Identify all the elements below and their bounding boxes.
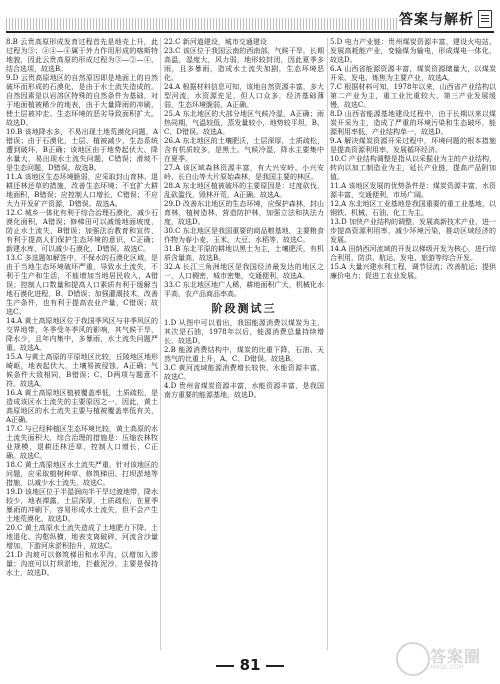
answer-item: 8.B 云贵高原形成发育过程首先是地壳上升，此过程为③；④④—④属于外力作用形成的喀斯特地貌，因此云贵高原的形成过程为③—②—④，结合选项，故选B。 xyxy=(6,38,158,73)
answer-column-1 xyxy=(6,38,158,650)
answer-item: 1.D 从图中可以看出，我国能源消费以煤炭为主，其次是石油，1978年以后，能源消费总量持续增长，故选D。 xyxy=(164,319,324,345)
column-divider xyxy=(327,38,328,650)
answer-item: 33.C 东北地区地广人稀，耕地面积广大，机械化水平高，农产品商品率高。 xyxy=(164,281,324,298)
answer-item: 12.C 城乡一体化有利于综合治理石漠化，减少石漠化面积，A错误；修梯田可以减缓地面坡度，防止水土流失，B错误；加强法治教育和宣传，有利于提高人们保护生态环境的意识，C正确；新建水库，可以减少石漠化，D错误。故选C。 xyxy=(6,209,158,253)
answer-item: 13.D 加快产业结构的调整，发展高新技术产业，进一步提高资源利用率，减少环境污染，推动区域经济的发展。 xyxy=(330,218,496,244)
answer-item: 9.D 云贵高原地区的自然原因即是地面上的自然破坏而形成的石漠化，是由于水土流失造成的。自然因素是以岩溶区特殊的自然条件为基础，对于地面植被稀少的地表，由于大量降雨的冲刷，使土层被冲走。生态环境的恶劣导致面积扩大。故选D。 xyxy=(6,74,158,127)
header-title: 答案与解析 xyxy=(399,12,474,28)
answer-item: 19.D 该地区位于半湿润向半干旱过渡地带，降水较少，地表裸露，土层深厚，土质疏松，在夏季暴雨的冲刷下，容易形成水土流失，但不会产生土地荒漠化，故选D。 xyxy=(6,488,158,523)
answer-item: 13.C 多选题如解答中，不保水的石漠化区域，是由于当地生态环境破坏严重，导致水土流失，不利于生产和生活，不能增加当地居民收入，A错误；控制人口数量和提高人口素质有利于缓解当地石漠化进程，B、D错误；加强灌溉技术，改善生产条件，也有利于提高农业产量，C错误；故选C。 xyxy=(6,254,158,316)
answer-item: 15.A 与黄土高原的平原地区比较，丘陵地区地形崎岖，地表起伏大，土壤易被侵蚀，A正确；气候条件大致相同，B错误；C、D两项与题意不符。故选A。 xyxy=(6,353,158,388)
answer-item: 3.C 黄河流域能源消费增长较快，水能资源丰富，故选C。 xyxy=(164,364,324,381)
answer-item: 23.C 该区位于我国云南的西南部，气候干旱，长期高温，湿度大，风力弱，地形较封闭，因此夏季多雨，且多暴雨，造成水土流失加剧，生态环境恶化。 xyxy=(164,47,324,82)
watermark-url: MXQE.COM xyxy=(430,664,464,671)
section-title: 阶段测试三 xyxy=(211,302,277,315)
answer-item: 17.C 与已经种植区生态环境比较，黄土高原的水土流失面积大，综合治理的措施是：压缩农林牧业规模，退耕还林还草，控制人口增长，C正确。故选C。 xyxy=(6,425,158,460)
answer-item: 26.A 东北地区的土壤肥沃，土层深厚，土质疏松，含有机质较多，是黑土。气候冷湿，降水主要集中在夏季。 xyxy=(164,137,324,163)
badge-icon xyxy=(396,642,430,676)
answer-item: 18.C 黄土高原地区水土流失严重，针对该地区的问题，应采取植树种草、修筑梯田、打坝淤地等措施，以减少水土流失。故选C。 xyxy=(6,461,158,487)
answer-item: 16.A 黄土高原地区植被覆盖率低，土质疏松，是造成该区水土流失的主要原因之一，因此，黄土高原地区的水土流失主要与植被覆盖率低有关，A正确。 xyxy=(6,389,158,424)
answer-column-3 xyxy=(330,38,496,650)
answer-item: 9.A 解决煤炭资源开采过程中，环境问题的根本措施是提高资源利用率，发展循环经济。 xyxy=(330,137,496,154)
answer-item: 29.D 改善东北地区的生态环境，应保护森林，封山育林，植树造林，营造防护林，加强立法和执法力度，故选D。 xyxy=(164,200,324,226)
answer-item: 20.C 黄土高原水土流失造成了土地肥力下降、土地退化、沟壑纵横，地表支离破碎，河流含沙量增加，下游河床淤积抬升，故选C。 xyxy=(6,524,158,550)
page-header xyxy=(0,0,500,34)
answer-item: 24.A 根据材料信息可知，该地自然资源丰富，多大型河流，水资源充足，但人口众多，经济基础薄弱，生态环境脆弱，A正确。 xyxy=(164,83,324,109)
answer-item: 25.A 东北地区的大部分地区气候冷湿，A正确；雨热同期，气温较低，蒸发量较小，地势较平坦，B、C、D错误。故选A。 xyxy=(164,110,324,136)
answer-item: 32.A 长江三角洲地区是我国经济最发达的地区之一，人口稠密，城市密集，交通便利，故选A。 xyxy=(164,263,324,280)
watermark-text: 答案圈 xyxy=(430,647,482,666)
column-divider xyxy=(160,38,161,650)
answer-item: 14.A 田纳西河流域的开发以梯级开发为核心，进行综合利用，防洪、航运、发电、旅游等综合开发。 xyxy=(330,245,496,262)
answer-item: 14.A 黄土高原地区位于我国季风区与非季风区的交界地带，冬季受冬季风的影响，其气候干旱，降水少，且年内集中，多暴雨，水土流失问题严重。故选A。 xyxy=(6,317,158,352)
answer-item: 11.A 该地区生态环境脆弱，应采取封山育林、退耕还林还草的措施，改善生态环境；不宜扩大耕地面积，B错误；应控制人口增长，C错误；不应大力开发矿产资源，D错误。故选A。 xyxy=(6,173,158,208)
header-rule xyxy=(6,31,494,33)
answer-item: 10.C 产业结构调整是指从以采掘业为主的产业结构，转向以加工制造业为主，延长产业链，提高产品附加值。 xyxy=(330,155,496,181)
answer-item: 12.A 东北地区工业基地是我国重要的重工业基地，以钢铁、机械、石油、化工为主。 xyxy=(330,200,496,217)
answer-item: 11.A 该地区发展的优势条件是：煤炭资源丰富，水资源丰富，交通便利，市场广阔。 xyxy=(330,182,496,199)
answer-item: 4.D 贵州省煤炭资源丰富，水能资源丰富，是我国南方重要的能源基地，故选D。 xyxy=(164,382,324,399)
answer-item: 21.D 沟坡可以修筑梯田和水平沟，以增加入渗量；沟底可以打坝淤地，拦截泥沙，主要是保持水土，故选D。 xyxy=(6,551,158,577)
answer-item: 5.D 电力产业链：贵州煤炭资源丰富，建设火电站，发展高耗能产业，变输煤为输电，形成煤电一体化，故选D。 xyxy=(330,38,496,64)
answer-item: 6.A 山西省能源资源丰富，煤炭资源储量大，以煤炭开采、发电、炼焦为主要产业，故选A。 xyxy=(330,65,496,82)
watermark-logo xyxy=(396,640,492,680)
answer-item: 27.A 该区域森林资源丰富，有大兴安岭、小兴安岭、长白山等大片原始森林，是我国主要的林区。 xyxy=(164,164,324,181)
document-icon xyxy=(478,10,492,28)
answer-item: 30.C 东北地区是我国重要的商品粮基地，主要粮食作物为春小麦、玉米、大豆、水稻等，故选C。 xyxy=(164,227,324,244)
answer-item: 2.B 能源消费结构中，煤炭的比重下降，石油、天然气的比重上升，A、C、D错误。故选B。 xyxy=(164,346,324,363)
header-stripe xyxy=(6,18,398,30)
answer-item: 28.A 东北地区植被破坏的主要原因是：过度砍伐，乱砍滥伐，毁林开荒，A正确。故选A。 xyxy=(164,182,324,199)
answer-item: 22.C 新河道建设，城市交通建设 xyxy=(164,38,267,46)
answer-item: 8.D 山西省能源基地建设过程中，由于长期以来以煤炭开采为主，造成了严重的环境污染和生态破坏，能源利用率低，产业结构单一，故选D。 xyxy=(330,110,496,136)
answer-item: 10.B 该地降水多，不易出现土地荒漠化问题，A错误；由于石漠化，土层、植被减少，生态系统遭到破坏，B正确；该地区由于地势起伏大、降水量大，易出现水土流失问题，C错误；滑坡不是生态问题，D错误。故选B。 xyxy=(6,128,158,172)
answer-item: 15.A 大量兴建水利工程，调节径流；改善航运；提供廉价电力；促进工农业发展。 xyxy=(330,263,496,280)
page-number: 81 xyxy=(0,656,500,674)
answer-item: 7.C 根据材料可知，1978年以来，山西省产业结构以第二产业为主，重工业比重较大，第三产业发展缓慢，故选C。 xyxy=(330,83,496,109)
answer-item: 31.B 东北平原的耕地以黑土为主，土壤肥沃，有机质含量高，故选B。 xyxy=(164,245,324,262)
answer-column-2 xyxy=(164,38,324,650)
